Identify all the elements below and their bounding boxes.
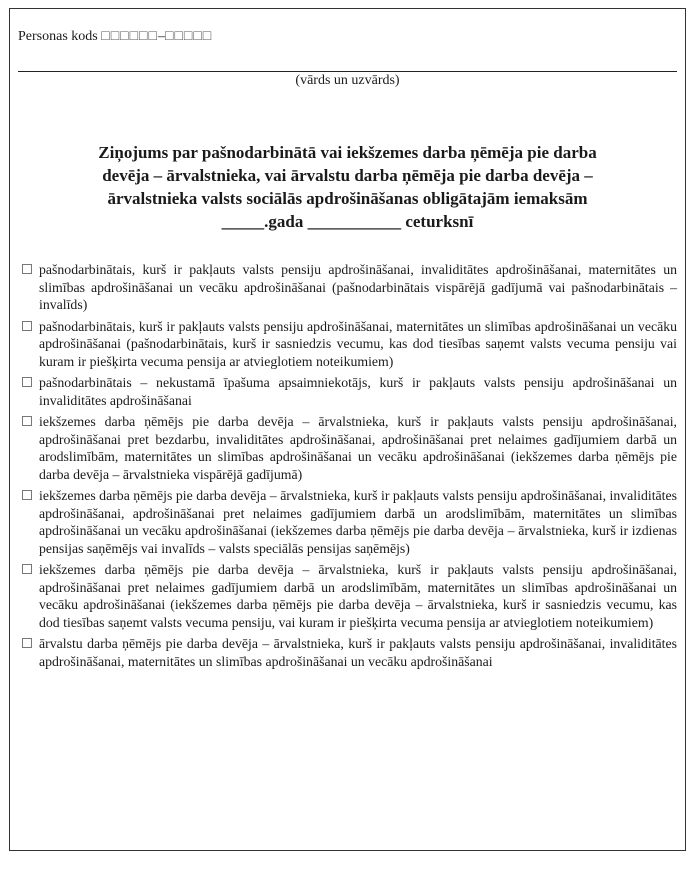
option-text: iekšzemes darba ņēmējs pie darba devēja – ārvalstnieka, kurš ir pakļauts valsts pensiju apdrošināšanai, apdrošināšanai pret nelaimes gadījumiem darbā un arodslimībām, maternitātes un slimības apdrošināšanai un vecāku apdrošināšanai (iekšzemes darba ņēmējs pie darba devēja – ārvalstnieka, kurš ir sasniedzis vecumu, kas dod tiesības saņemt valsts vecuma pensiju, vai kuram ir piešķirta vecuma pensija ar atvieglotiem noteikumiem) [39,562,677,630]
personal-code-boxes-right[interactable]: □□□□□ [164,29,213,44]
title-line-1: Ziņojums par pašnodarbinātā vai iekšzemes darba ņēmēja pie darba [98,143,597,162]
option-text: ārvalstu darba ņēmējs pie darba devēja – ārvalstnieka, kurš ir pakļauts valsts pensiju apdrošināšanai, invaliditātes apdrošināšanai, maternitātes un slimības apdrošināšanai un vecāku apdrošināšanai [39,636,677,669]
checkbox[interactable] [22,416,32,426]
name-caption: (vārds un uzvārds) [295,73,400,88]
personal-code-row [18,29,212,45]
personal-code-dash: – [157,29,165,44]
category-option [22,561,677,631]
title-line-4: _____.gada ___________ ceturksnī [221,212,474,231]
name-signature-line[interactable] [18,71,677,72]
report-title [32,141,663,233]
title-line-2: devēja – ārvalstnieka, vai ārvalstu darba ņēmēja pie darba devēja – [102,166,593,185]
option-text: pašnodarbinātais, kurš ir pakļauts valsts pensiju apdrošināšanai, maternitātes un slimības apdrošināšanai un vecāku apdrošināšanai (pašnodarbinātais, kurš ir sasniedzis vecumu, kas dod tiesības saņemt valsts vecuma pensiju vai kuram ir piešķirta vecuma pensija ar atvieglotiem noteikumiem) [39,318,677,369]
option-text: iekšzemes darba ņēmējs pie darba devēja – ārvalstnieka, kurš ir pakļauts valsts pensiju apdrošināšanai, invaliditātes apdrošināšanai, apdrošināšanai pret nelaimes gadījumiem darbā un arodslimībām, maternitātes un slimības apdrošināšanai un vecāku apdrošināšanai (iekšzemes darba ņēmējs pie darba devēja – ārvalstnieka, kurš ir izdienas pensijas saņēmējs vai invalīds – valsts speciālās pensijas saņēmējs) [39,488,677,556]
form-page [9,8,686,851]
title-line-3: ārvalstnieka valsts sociālās apdrošināšanas obligātajām iemaksām [107,189,588,208]
option-text: pašnodarbinātais – nekustamā īpašuma apsaimniekotājs, kurš ir pakļauts valsts pensiju apdrošināšanai un invaliditātes apdrošināšanai [39,375,677,408]
checkbox[interactable] [22,490,32,500]
category-option [22,261,677,314]
category-option [22,374,677,409]
checkbox[interactable] [22,321,32,331]
option-text: iekšzemes darba ņēmējs pie darba devēja – ārvalstnieka, kurš ir pakļauts valsts pensiju apdrošināšanai, apdrošināšanai pret bezdarbu, invaliditātes apdrošināšanai, apdrošināšanai pret nelaimes gadījumiem darbā un arodslimībām, maternitātes un slimības apdrošināšanai un vecāku apdrošināšanai (iekšzemes darba ņēmējs pie darba devēja – ārvalstnieka vispārējā gadījumā) [39,414,677,482]
category-option [22,487,677,557]
personal-code-label: Personas kods [18,29,98,44]
checkbox[interactable] [22,264,32,274]
category-option [22,318,677,371]
category-option [22,635,677,670]
checkbox[interactable] [22,377,32,387]
checkbox[interactable] [22,638,32,648]
personal-code-boxes-left[interactable]: □□□□□□ [101,29,158,44]
category-option [22,413,677,483]
option-text: pašnodarbinātais, kurš ir pakļauts valsts pensiju apdrošināšanai, invaliditātes apdrošināšanai, maternitātes un slimības apdrošināšanai un vecāku apdrošināšanai (pašnodarbinātais vispārējā gadījumā vai pašnodarbinātais – invalīds) [39,262,677,312]
category-options [22,261,677,674]
checkbox[interactable] [22,564,32,574]
